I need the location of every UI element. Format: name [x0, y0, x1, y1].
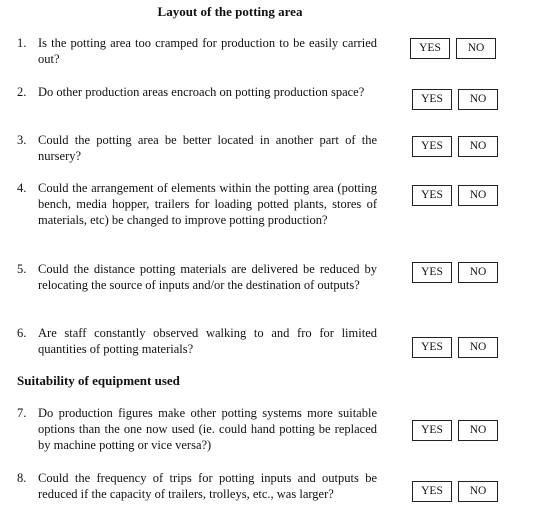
page-title: Layout of the potting area	[157, 4, 303, 19]
question-4	[17, 180, 377, 228]
question-number: 3.	[17, 133, 27, 147]
no-checkbox[interactable]: NO	[458, 481, 498, 502]
question-8	[17, 470, 377, 502]
question-text: Is the potting area too cramped for production to be easily carried out?	[38, 36, 377, 66]
question-6	[17, 325, 377, 357]
yes-checkbox[interactable]: YES	[412, 420, 452, 441]
no-checkbox[interactable]: NO	[458, 136, 498, 157]
question-5	[17, 261, 377, 293]
no-checkbox[interactable]: NO	[458, 185, 498, 206]
no-checkbox[interactable]: NO	[456, 38, 496, 59]
no-checkbox[interactable]: NO	[458, 262, 498, 283]
no-checkbox[interactable]: NO	[458, 89, 498, 110]
question-number: 8.	[17, 471, 27, 485]
question-1	[17, 35, 377, 67]
yes-checkbox[interactable]: YES	[410, 38, 450, 59]
no-checkbox[interactable]: NO	[458, 337, 498, 358]
question-2	[17, 84, 377, 100]
question-text: Could the frequency of trips for potting inputs and outputs be reduced if the capacity of trailers, trolleys, etc., was larger?	[38, 471, 377, 501]
question-number: 7.	[17, 406, 27, 420]
yes-checkbox[interactable]: YES	[412, 136, 452, 157]
yes-checkbox[interactable]: YES	[412, 481, 452, 502]
question-number: 4.	[17, 181, 27, 195]
yes-checkbox[interactable]: YES	[412, 185, 452, 206]
question-number: 2.	[17, 85, 27, 99]
question-text: Are staff constantly observed walking to and fro for limited quantities of potting materials?	[38, 326, 377, 356]
question-7	[17, 405, 377, 453]
section-title: Suitability of equipment used	[17, 373, 180, 388]
question-text: Could the arrangement of elements within the potting area (potting bench, media hopper, trailers for loading potted plants, stores of materials, etc) be changed to improve potting production?	[38, 181, 377, 227]
yes-checkbox[interactable]: YES	[412, 262, 452, 283]
question-3	[17, 132, 377, 164]
question-number: 6.	[17, 326, 27, 340]
question-number: 5.	[17, 262, 27, 276]
question-text: Do production figures make other potting systems more suitable options than the one now used (ie. could hand potting be replaced by machine potting or vice versa?)	[38, 406, 377, 452]
question-number: 1.	[17, 36, 27, 50]
question-text: Do other production areas encroach on potting production space?	[38, 85, 365, 99]
question-text: Could the distance potting materials are delivered be reduced by relocating the source of inputs and/or the destination of outputs?	[38, 262, 377, 292]
question-text: Could the potting area be better located in another part of the nursery?	[38, 133, 377, 163]
no-checkbox[interactable]: NO	[458, 420, 498, 441]
yes-checkbox[interactable]: YES	[412, 337, 452, 358]
yes-checkbox[interactable]: YES	[412, 89, 452, 110]
